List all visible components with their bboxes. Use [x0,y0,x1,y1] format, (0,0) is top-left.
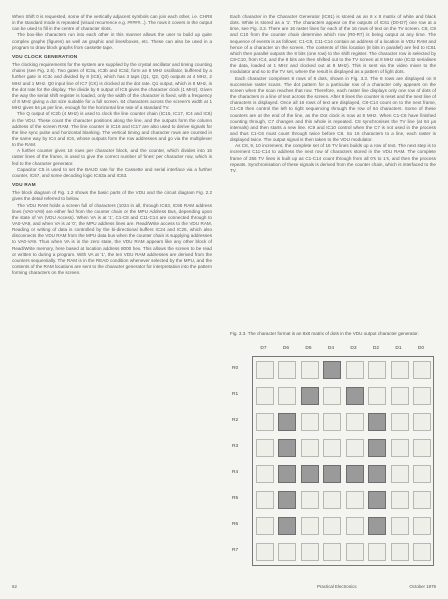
dot-on [301,387,319,405]
dot-off [323,387,341,405]
character-matrix-figure [230,346,436,568]
dot-off [323,413,341,431]
row-header: R6 [232,522,239,527]
column-header: D3 [350,346,357,351]
dot-off [301,491,319,509]
dot-off [346,543,364,561]
dot-off [301,439,319,457]
dot-off [413,361,431,379]
dot-off [323,439,341,457]
row-header: R0 [232,366,239,371]
dot-off [256,361,274,379]
dot-on [346,387,364,405]
dot-off [368,361,386,379]
dot-on [278,491,296,509]
row-header: R2 [232,418,239,423]
body-paragraph: As C8, 9, 10 increment, the complete set of 16 TV lines builds up a row of text. The next step is to increment C11-C14 to address the next row of characters stored in the VDU RAM. The complete frame of 256 TV lines is built up as C1-C14 count through from all 0's to 1's, and then the process repeats. Synchronisation of these signals is derived from the counter chain, which is interfaced to the TV. [230,143,436,173]
dot-on [368,439,386,457]
dot-off [278,361,296,379]
row-header: R5 [232,496,239,501]
section-heading: VDU RAM [12,183,36,189]
column-header: D6 [282,346,290,351]
dot-off [256,517,274,535]
dot-on [368,465,386,483]
section-heading: VDU CLOCK GENERATION [12,54,78,60]
dot-off [346,517,364,535]
dot-off [346,439,364,457]
column-header: D5 [305,346,312,351]
dot-off [391,491,409,509]
column-header: D7 [260,346,267,351]
dot-off [256,465,274,483]
dot-off [301,517,319,535]
magazine-name: Practical Electronics [317,584,357,589]
dot-off [256,413,274,431]
body-paragraph: The box-like characters run into each other in this manner allows the user to build up quite complex graphs (figures) as well as graphic and lines/boxes, etc. These can also be used in a program to draw block graphs from cassette tape. [12,32,212,50]
dot-off [346,491,364,509]
dot-off [391,517,409,535]
dot-off [323,491,341,509]
issue-date: October 1979 [409,584,436,589]
dot-on [346,465,364,483]
row-header: R1 [232,392,239,397]
dot-off [413,491,431,509]
dot-off [413,387,431,405]
dot-on [368,491,386,509]
dot-matrix-grid [252,356,434,566]
body-paragraph: The VDU RAM holds a screen full of characters (1024 in all, through IC63, IC66 RAM address lines (VA0-VA9) are either fed from the counter chain or the MPU Address Bus, depending upon the state of VA (VDU Access). When VA is at '1', C1-C8 and C11-C14 are connected through to VA0-VA9, and when VA is at '0', the MPU address lines are. Read/Write access to the VDU RAM, Reading or writing of data is controlled by the bi-directional buffers IC24 and IC25, which also disconnects the VDU RAM from the MPU data bus when the counter chain is supplying addresses to VA0-VA9. Thus when VA is in the zero state, the VDU RAM appears like any other block of Read/Write memory, here based at location address 8000 hex. This allows the screen to be read or written to during a program. With VA at '1', the ten VDU RAM addresses are derived from the counters sequentially. The RAM is in the READ condition whenever selected by the MPU, and the contents of the RAM locations are sent to the character generator for interpretation into the pattern forming characters on the screen. [12,202,212,276]
left-column [12,14,212,276]
body-paragraph: Each character comprises 8 rows of 8 dots, shown in Fig. 3.3. The 8 rows are displayed on 8 successive raster scans. The dot pattern for a particular row of a character only appears on the screen when the scan reaches that row. Therefore, each raster line displays only one row of dots of the characters in a line of text across the screen. After 8 lines the counter is reset and the next line of characters is displayed. Once all 16 rows of text are displayed, C8-C14 count on to the next frame, C1-C8 then control the left to right sequencing through the row of 64 characters. Some of these counters are at the end of the line, as the Dot clock is now at 8 MHz. When C1-C6 have finished counting through, C7 changes and this whole is repeated. C8 synchronises the TV line (at 64 µs intervals) and then starts a new line. IC9 and IC10 control when the C7 is not used in the process and thus C1-C6 must count through twice before C8. So 16 characters to a line, each raster is displayed twice. The output signal is then taken to the VDU modulator. [230,75,436,143]
dot-on [278,465,296,483]
dot-on [278,413,296,431]
dot-off [256,439,274,457]
dot-off [391,465,409,483]
dot-off [413,543,431,561]
column-header-row [252,346,436,354]
column-header: D4 [327,346,335,351]
dot-off [301,413,319,431]
dot-on [368,517,386,535]
dot-off [256,491,274,509]
dot-off [256,387,274,405]
dot-off [368,387,386,405]
row-header: R3 [232,444,239,449]
dot-off [391,413,409,431]
dot-off [301,361,319,379]
body-paragraph: The Q output of IC2b (4 MHz) is used to clock the line counter chain (IC16, IC17, IC4 and IC6) in the VDU. These count the character positions along the line, and the outputs form the column address of the screen RAM. The line counter in IC16 and IC17 are also used to derive signals for the line sync pulse and horizontal blanking. The vertical timing and character rows are counted in the same way by IC4 and IC6, whose outputs form the row addresses and go via the multiplexer to the RAM. [12,111,212,148]
dot-off [391,361,409,379]
dot-off [391,543,409,561]
dot-on [278,517,296,535]
dot-on [323,361,341,379]
row-header: R4 [232,470,239,475]
dot-off [278,387,296,405]
column-header: D1 [395,346,402,351]
body-paragraph: When Shift 0 is requested, some of the vertically adjacent symbols can join each other, i.e. CHR8 in the standard mode is repeated (visual recurrence e.g. #####...). The rows it covers in the output can be used to fill in the centre of character slots. [12,14,212,32]
body-paragraph: A further counter gives 16 rows per character block, and the counter, which divides into 16 raster lines of the frame, is used to give the correct number of 'lines' per character row, which is fed to the character generator. [12,148,212,166]
dot-off [256,543,274,561]
page-footer [12,584,436,592]
dot-off [391,439,409,457]
column-header: D2 [372,346,380,351]
dot-off [413,413,431,431]
row-header: R7 [232,548,239,553]
dot-off [413,465,431,483]
dot-off [278,543,296,561]
dot-off [346,413,364,431]
figure-caption: Fig. 3.3. The character format is an 8x8 matrix of dots in the VDU output character generator. [230,331,419,336]
body-paragraph: The block diagram of Fig. 1.2 shows the basic parts of the VDU and the circuit diagram Fig. 2.2 gives the detail referred to below. [12,190,212,202]
dot-off [391,387,409,405]
body-paragraph: Capacitor C5 is used to set the BAUD rate for the Cassette and serial interface via a further counter, IC67, and some decoding logic IC63a and IC63. [12,166,212,178]
dot-on [301,465,319,483]
dot-off [323,517,341,535]
dot-on [368,413,386,431]
body-paragraph: The clocking requirements for the system are supplied by the crystal oscillator and timing counting chains (see Fig. 2.5). Two gates of IC3a, IC3b and IC3d, form an 8 MHz oscillator, buffered by a further gate in IC3c and divided by 8 (IC5), which has 3 taps (Q1, Q2, Q3) outputs at 4 MHz, 2 MHz and 1 MHz. Q0 input line of IC7 (CK) is clocked at the dot rate. Q1 output, which is 8 MHz, is the dot rate for the display. The divide by 8 output of IC5 gives the character clock (1 MHz). Given the way the serial shift register is loaded, only the width of the character is fixed, with a frequency of 8 MHz giving a dot size suitable for a full screen. 64 characters across the screen's width at 1 MHz gives 64 µs per line, enough for the horizontal line rate of a standard TV. [12,62,212,111]
dot-off [301,543,319,561]
dot-off [368,543,386,561]
right-column [230,14,436,174]
dot-off [323,543,341,561]
dot-off [346,361,364,379]
column-header: D0 [417,346,425,351]
dot-off [413,439,431,457]
page-number: 62 [12,584,17,589]
dot-on [278,439,296,457]
dot-on [323,465,341,483]
dot-off [413,517,431,535]
body-paragraph: Each character in the Character Generator (IC61) is stored as an 8 x 8 matrix of white and black dots. White is stored as a '1'. The characters appear on the outputs of IC61 (D0-D7) one row at a time, see Fig. 3.3. There are 16 raster lines for each of the 16 rows of text on the TV screen. C8, C9 and C10 from the counter chain determine which row (R0-R7) is being output at any time. The sequence of events is as follows: C1-C8, C11-C14 contain an address of a location in VDU RAM and hence of a character on the screen. The contents of this location (8 bits in parallel) are fed to IC61 which then parallel outputs the 8 bits (one row) to the shift register. The character row is selected by C8-C10, from IC4, and the 8 bits are then shifted out to the TV screen at 8 MHz rate (IC42 serialises the data, loaded at 1 MHz and clocked out at 8 MHz). This is sent via the video mixer to the modulator and so to the TV set, where the result is displayed as a pattern of light dots. [230,14,436,75]
